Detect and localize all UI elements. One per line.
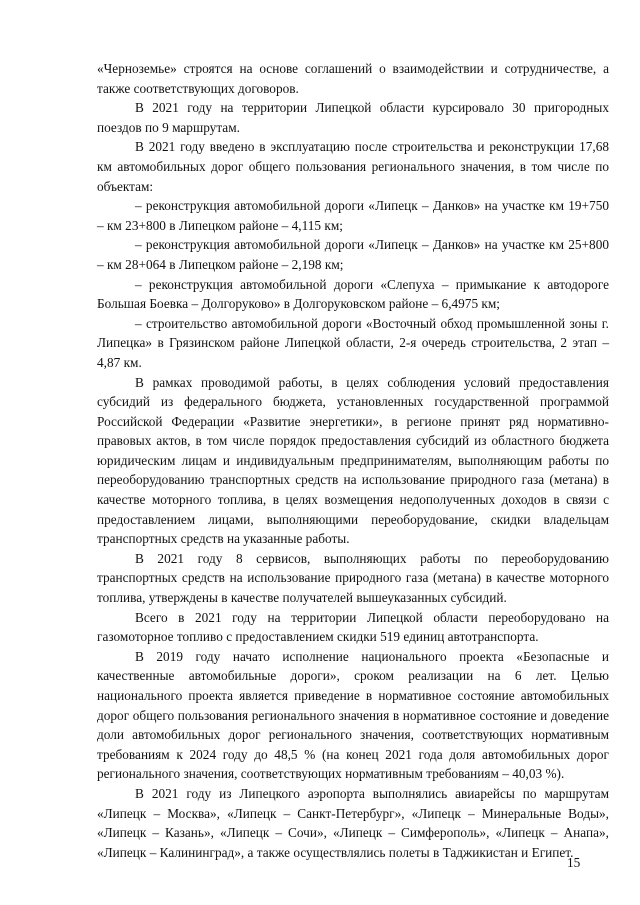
paragraph-suburban-trains: В 2021 году на территории Липецкой области курсировало 30 пригородных поездов по 9 маршрутам. xyxy=(97,100,609,135)
list-item-eastern-bypass: – строительство автомобильной дороги «Восточный обход промышленной зоны г. Липецка» в Грязинском районе Липецкой области, 2-я очередь строительства, 2 этап – 4,87 км. xyxy=(97,315,609,370)
paragraph-gas-conversion: Всего в 2021 году на территории Липецкой области переоборудовано на газомоторное топливо с предоставлением скидки 519 единиц автотранспорта. xyxy=(97,609,609,645)
paragraph-continuation: «Черноземье» строятся на основе соглашений о взаимодействии и сотрудничестве, а также соответствующих договоров. xyxy=(97,61,609,96)
paragraph-roads-commissioned: В 2021 году введено в эксплуатацию после строительства и реконструкции 17,68 км автомобильных дорог общего пользования регионального значения, в том числе по объектам: xyxy=(97,139,609,194)
paragraph-subsidies: В рамках проводимой работы, в целях соблюдения условий предоставления субсидий из федерального бюджета, установленных государственной программой Российской Федерации «Развитие энергетики», в регионе принят ряд нормативно-правовых актов, в том числе порядок предоставления субсидий из областного бюджета юридическим лицам и индивидуальным предпринимателям, выполняющим работы по переоборудованию транспортных средств на использование природного газа (метана) в качестве моторного топлива, в целях возмещения недополученных доходов в связи с предоставлением лицами, выполняющими переоборудование, скидки владельцам транспортных средств на указанные работы. xyxy=(97,374,609,547)
paragraph-airport-flights: В 2021 году из Липецкого аэропорта выполнялись авиарейсы по маршрутам «Липецк – Москва», «Липецк – Санкт-Петербург», «Липецк – Минеральные Воды», «Липецк – Казань», «Липецк – Сочи», «Липецк – Симферополь», «Липецк – Анапа», «Липецк – Калининград», а также осуществлялись полеты в Таджикистан и Египет. xyxy=(97,785,609,860)
paragraph-national-project: В 2019 году начато исполнение национального проекта «Безопасные и качественные автомобильные дороги», сроком реализации на 6 лет. Целью национального проекта является приведение в нормативное состояние автомобильных дорог общего пользования регионального значения в нормативное состояние и доведение доли автомобильных дорог регионального значения, соответствующих нормативным требованиям к 2024 году до 48,5 % (на конец 2021 года доля автомобильных дорог регионального значения, соответствующих нормативным требованиям – 40,03 %). xyxy=(97,648,609,782)
list-item-slepukha: – реконструкция автомобильной дороги «Слепуха – примыкание к автодороге Большая Боевка – Долгоруково» в Долгоруковском районе – 6,4975 км; xyxy=(97,276,609,312)
list-item-lipetsk-dankov-2: – реконструкция автомобильной дороги «Липецк – Данков» на участке км 25+800 – км 28+064 в Липецком районе – 2,198 км; xyxy=(97,237,609,272)
list-item-lipetsk-dankov-1: – реконструкция автомобильной дороги «Липецк – Данков» на участке км 19+750 – км 23+800 в Липецком районе – 4,115 км; xyxy=(97,198,609,233)
page-number: 15 xyxy=(567,855,581,870)
document-page xyxy=(97,59,609,862)
paragraph-service-centers: В 2021 году 8 сервисов, выполняющих работы по переоборудованию транспортных средств на использование природного газа (метана) в качестве моторного топлива, утверждены в качестве получателей вышеуказанных субсидий. xyxy=(97,550,609,606)
